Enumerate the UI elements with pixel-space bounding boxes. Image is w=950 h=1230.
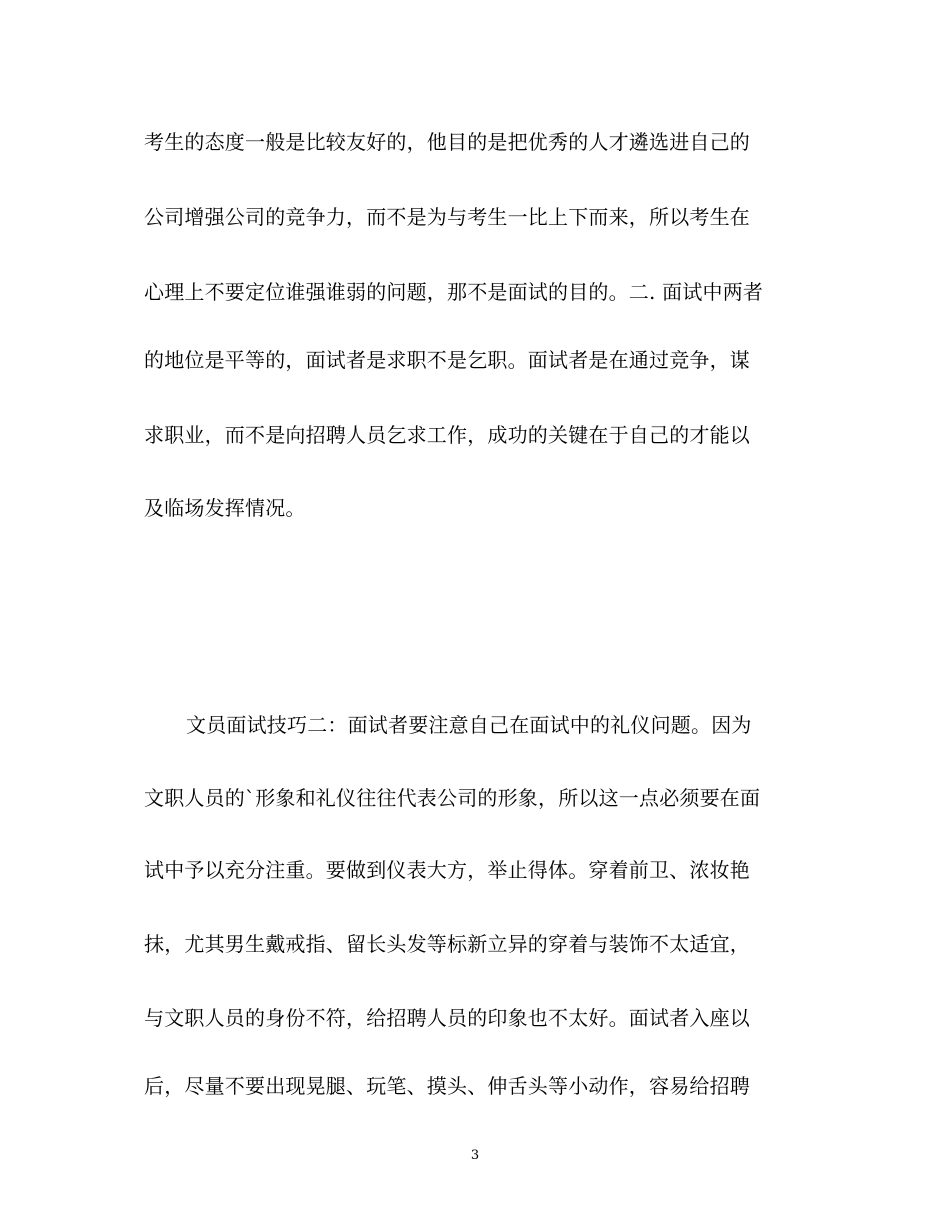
paragraph-1-line-3: 心理上不要定位谁强谁弱的问题，那不是面试的目的。二. 面试中两者 <box>144 280 764 304</box>
paragraph-2-line-2: 文职人员的`形象和礼仪往往代表公司的形象，所以这一点必须要在面 <box>144 786 761 810</box>
paragraph-1-line-6: 及临场发挥情况。 <box>144 496 306 520</box>
paragraph-1-line-2: 公司增强公司的竞争力，而不是为与考生一比上下而来，所以考生在 <box>144 205 750 229</box>
paragraph-2-line-3: 试中予以充分注重。要做到仪表大方，举止得体。穿着前卫、浓妆艳 <box>144 858 750 882</box>
page-number: 3 <box>470 1148 480 1163</box>
paragraph-1-line-4: 的地位是平等的，面试者是求职不是乞职。面试者是在通过竞争，谋 <box>144 348 750 372</box>
paragraph-2-line-5: 与文职人员的身份不符，给招聘人员的印象也不太好。面试者入座以 <box>144 1006 750 1030</box>
paragraph-1-line-1: 考生的态度一般是比较友好的，他目的是把优秀的人才遴选进自己的 <box>144 130 750 154</box>
paragraph-2-line-6: 后，尽量不要出现晃腿、玩笔、摸头、伸舌头等小动作，容易给招聘 <box>144 1074 750 1098</box>
paragraph-2-line-4: 抹，尤其男生戴戒指、留长头发等标新立异的穿着与装饰不太适宜， <box>144 932 750 956</box>
paragraph-1-line-5: 求职业，而不是向招聘人员乞求工作，成功的关键在于自己的才能以 <box>144 423 750 447</box>
paragraph-2-line-1: 文员面试技巧二：面试者要注意自己在面试中的礼仪问题。因为 <box>186 713 752 737</box>
